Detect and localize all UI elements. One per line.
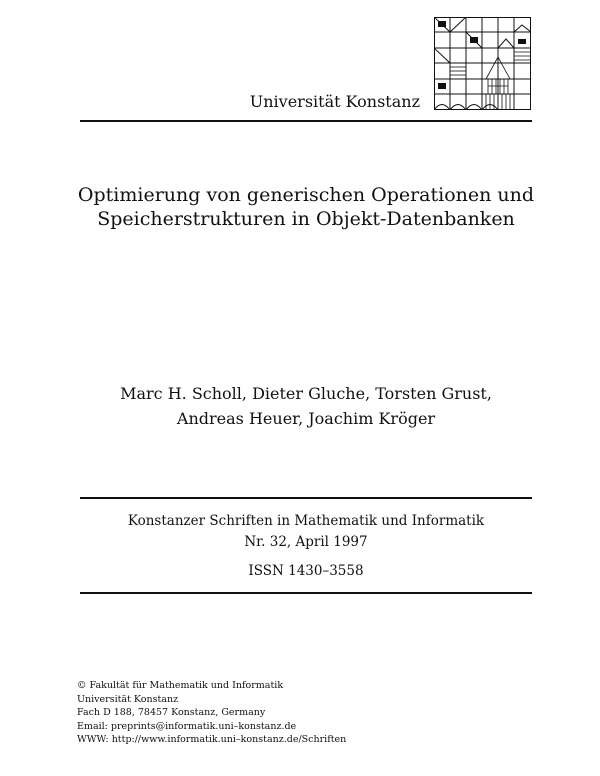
- footer-email: Email: preprints@informatik.uni–konstanz.de: [77, 720, 297, 732]
- series-top-rule: [80, 497, 532, 499]
- title-line-1: Optimierung von generischen Operationen und: [77, 184, 535, 206]
- university-name: Universität Konstanz: [249, 92, 420, 111]
- footer-institution: Universität Konstanz: [77, 693, 179, 705]
- series-issn: ISSN 1430–3558: [248, 563, 364, 579]
- title-line-2: Speicherstrukturen in Objekt-Datenbanken: [97, 208, 515, 230]
- authors-line-1: Marc H. Scholl, Dieter Gluche, Torsten Grust,: [120, 384, 492, 403]
- footer-block: [77, 679, 346, 747]
- footer-www: WWW: http://www.informatik.uni–konstanz.de/Schriften: [77, 734, 347, 745]
- series-number: Nr. 32, April 1997: [244, 534, 368, 550]
- header-rule: [80, 120, 532, 122]
- university-logo: [434, 17, 531, 110]
- authors-line-2: Andreas Heuer, Joachim Kröger: [176, 409, 436, 428]
- footer-address: Fach D 188, 78457 Konstanz, Germany: [77, 707, 266, 718]
- series-name: Konstanzer Schriften in Mathematik und Informatik: [127, 513, 485, 529]
- series-bottom-rule: [80, 592, 532, 594]
- footer-copyright: © Fakultät für Mathematik und Informatik: [77, 680, 284, 691]
